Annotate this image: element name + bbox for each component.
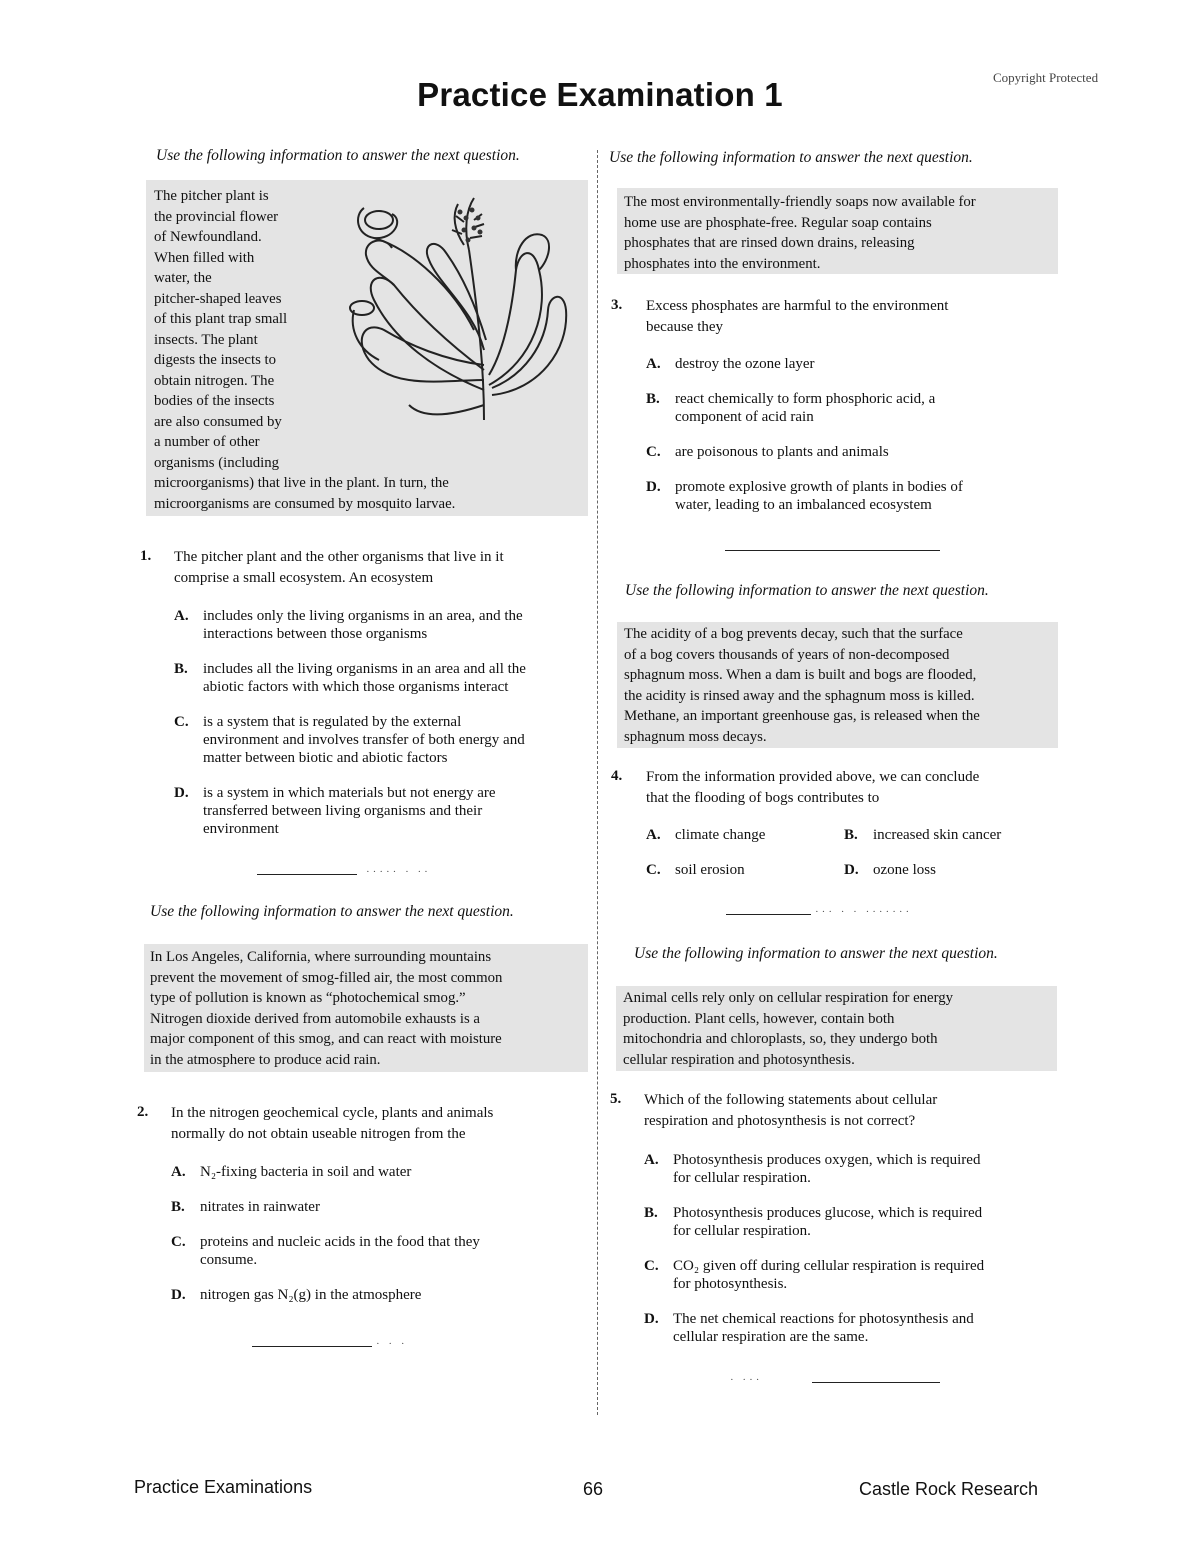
- option-letter: D.: [174, 785, 189, 801]
- copyright-notice: Copyright Protected: [993, 70, 1099, 85]
- separator-line: [725, 550, 940, 551]
- text-line: for photosynthesis.: [673, 1276, 788, 1292]
- option-text: [200, 1233, 480, 1269]
- option-letter: C.: [644, 1258, 659, 1274]
- separator-dots: · · ·: [376, 1338, 408, 1350]
- text-line: includes all the living organisms in an area and all the: [203, 661, 526, 677]
- info-box-text: [623, 988, 1057, 1070]
- option-letter: D.: [646, 479, 661, 495]
- intro-text: Use the following information to answer the next question.: [634, 945, 998, 962]
- text-line: consume.: [200, 1252, 258, 1268]
- text-line: because they: [646, 319, 724, 335]
- separator-line: [812, 1382, 940, 1383]
- option-text: [873, 826, 1001, 844]
- question-number: 5.: [610, 1091, 622, 1107]
- question-number: 4.: [611, 768, 623, 784]
- option-letter: D.: [844, 862, 859, 878]
- text-line: production. Plant cells, however, contain both: [623, 1010, 895, 1027]
- option-letter: B.: [171, 1199, 185, 1215]
- option-text: [203, 607, 523, 643]
- intro-text: Use the following information to answer the next question.: [625, 582, 989, 599]
- text-line: mitochondria and chloroplasts, so, they undergo both: [623, 1031, 938, 1047]
- question-4: [611, 767, 1061, 887]
- text-line: abiotic factors with which those organisms interact: [203, 679, 509, 695]
- text-line: in the atmosphere to produce acid rain.: [150, 1051, 381, 1068]
- footer-section-title: Practice Examinations: [134, 1477, 313, 1497]
- text-line: for cellular respiration.: [673, 1170, 811, 1186]
- text-line: type of pollution is known as “photochemical smog.”: [150, 990, 466, 1006]
- text-line: is a system in which materials but not energy are: [203, 785, 496, 801]
- text-line: that the flooding of bogs contributes to: [646, 790, 880, 806]
- option-letter: C.: [646, 444, 661, 460]
- option-text: [200, 1286, 421, 1304]
- option-text: [675, 443, 889, 461]
- text-line: interactions between those organisms: [203, 626, 428, 642]
- column-divider: [597, 150, 598, 1415]
- option-text: [200, 1163, 411, 1181]
- text-line: insects. The plant: [154, 331, 258, 348]
- page-number: 66: [583, 1479, 604, 1499]
- option-letter: B.: [644, 1205, 658, 1221]
- text-line: are also consumed by: [154, 413, 282, 430]
- text-line: Photosynthesis produces oxygen, which is required: [673, 1152, 981, 1168]
- text-line: digests the insects to: [154, 352, 277, 368]
- intro-text: Use the following information to answer the next question.: [150, 903, 514, 920]
- question-5: [610, 1090, 1060, 1360]
- question-text: [644, 1090, 937, 1132]
- option-text: [673, 1310, 974, 1346]
- text-line: the provincial flower: [154, 208, 279, 225]
- text-line: The most environmentally-friendly soaps now available for: [624, 194, 976, 210]
- text-line: are poisonous to plants and animals: [675, 444, 889, 460]
- text-line: The acidity of a bog prevents decay, such that the surface: [624, 626, 963, 642]
- option-letter: B.: [646, 391, 660, 407]
- text-line: The pitcher plant is: [154, 188, 269, 204]
- pitcher-plant-illustration: [334, 190, 584, 435]
- text-line: the acidity is rinsed away and the sphagnum moss is killed.: [624, 687, 975, 704]
- option-letter: B.: [174, 661, 188, 677]
- intro-text: Use the following information to answer the next question.: [609, 149, 973, 166]
- question-text: [646, 767, 979, 809]
- separator-line: [252, 1346, 372, 1347]
- text-line: environment and involves transfer of both energy and: [203, 732, 525, 748]
- question-2: [137, 1103, 587, 1313]
- text-line: cellular respiration and photosynthesis.: [623, 1051, 855, 1068]
- separator-dots: · ···: [730, 1374, 763, 1386]
- text-line: environment: [203, 821, 279, 837]
- info-box-smog: [144, 944, 588, 1072]
- option-text: [203, 660, 526, 696]
- option-letter: C.: [171, 1234, 186, 1250]
- text-line: of Newfoundland.: [154, 229, 262, 245]
- text-line: matter between biotic and abiotic factors: [203, 750, 448, 766]
- text-line: Animal cells rely only on cellular respiration for energy: [623, 990, 954, 1006]
- text-line: From the information provided above, we can conclude: [646, 769, 980, 785]
- text-line: component of acid rain: [675, 409, 814, 425]
- option-text: [673, 1151, 980, 1187]
- page-title: Practice Examination 1: [417, 76, 783, 113]
- intro-text: Use the following information to answer the next question.: [156, 147, 520, 164]
- option-letter: A.: [646, 356, 661, 372]
- text-line: sphagnum moss decays.: [624, 728, 767, 745]
- info-box-text: [624, 624, 1058, 747]
- text-line: water, leading to an imbalanced ecosystem: [675, 497, 932, 513]
- text-line: is a system that is regulated by the external: [203, 714, 462, 730]
- text-line: includes only the living organisms in an area, and the: [203, 608, 523, 624]
- question-text: [174, 547, 504, 589]
- text-line: destroy the ozone layer: [675, 356, 815, 372]
- option-text: [203, 784, 496, 838]
- text-line: Nitrogen dioxide derived from automobile exhausts is a: [150, 1010, 480, 1027]
- text-line: N₂-fixing bacteria in soil and water: [200, 1164, 412, 1180]
- text-line: nitrogen gas N₂(g) in the atmosphere: [200, 1287, 422, 1303]
- option-text: [675, 478, 963, 514]
- text-line: Photosynthesis produces glucose, which is required: [673, 1205, 983, 1221]
- text-line: phosphates that are rinsed down drains, releasing: [624, 235, 915, 251]
- option-letter: B.: [844, 827, 858, 843]
- option-text: [203, 713, 525, 767]
- text-line: pitcher-shaped leaves: [154, 290, 282, 307]
- question-number: 3.: [611, 297, 623, 313]
- info-box-bog: [617, 622, 1058, 748]
- text-line: Excess phosphates are harmful to the environment: [646, 298, 949, 314]
- text-line: soil erosion: [675, 862, 745, 878]
- option-letter: D.: [171, 1287, 186, 1303]
- info-box-text: [624, 192, 1058, 274]
- info-box-cells: [616, 986, 1057, 1071]
- option-text: [675, 355, 815, 373]
- option-text: [200, 1198, 320, 1216]
- question-number: 1.: [140, 548, 152, 564]
- text-line: of this plant trap small: [154, 311, 288, 327]
- text-line: water, the: [154, 270, 212, 286]
- separator-dots: ··· · · ·······: [815, 906, 913, 918]
- option-text: [675, 826, 765, 844]
- text-line: promote explosive growth of plants in bodies of: [675, 479, 963, 495]
- footer-publisher: Castle Rock Research: [859, 1479, 1039, 1499]
- option-text: [675, 390, 935, 426]
- text-line: major component of this smog, and can react with moisture: [150, 1031, 502, 1047]
- option-letter: D.: [644, 1311, 659, 1327]
- text-line: The net chemical reactions for photosynthesis and: [673, 1311, 974, 1327]
- text-line: cellular respiration are the same.: [673, 1329, 869, 1345]
- info-box-phosphates: [617, 188, 1058, 274]
- text-line: Which of the following statements about cellular: [644, 1092, 938, 1108]
- text-line: sphagnum moss. When a dam is built and bogs are flooded,: [624, 667, 977, 683]
- text-line: organisms (including: [154, 454, 280, 471]
- text-line: In Los Angeles, California, where surrounding mountains: [150, 949, 492, 965]
- text-line: bodies of the insects: [154, 393, 275, 409]
- option-letter: C.: [174, 714, 189, 730]
- question-number: 2.: [137, 1104, 149, 1120]
- text-line: comprise a small ecosystem. An ecosystem: [174, 570, 434, 586]
- separator-line: [726, 914, 811, 915]
- text-line: Methane, an important greenhouse gas, is released when the: [624, 708, 980, 724]
- text-line: transferred between living organisms and their: [203, 803, 483, 819]
- option-letter: A.: [174, 608, 189, 624]
- text-line: nitrates in rainwater: [200, 1199, 320, 1215]
- text-line: climate change: [675, 827, 766, 843]
- option-letter: A.: [644, 1152, 659, 1168]
- text-line: for cellular respiration.: [673, 1223, 811, 1239]
- option-letter: A.: [171, 1164, 186, 1180]
- text-line: In the nitrogen geochemical cycle, plants and animals: [171, 1105, 494, 1121]
- text-line: of a bog covers thousands of years of non-decomposed: [624, 646, 950, 663]
- text-line: The pitcher plant and the other organisms that live in it: [174, 549, 504, 565]
- option-letter: C.: [646, 862, 661, 878]
- question-text: [646, 296, 948, 338]
- text-line: increased skin cancer: [873, 827, 1002, 843]
- info-box-text: [150, 947, 588, 1070]
- separator-line: [257, 874, 357, 875]
- text-line: home use are phosphate-free. Regular soap contains: [624, 214, 932, 231]
- option-text: [675, 861, 745, 879]
- option-text: [873, 861, 936, 879]
- text-line: ozone loss: [873, 862, 936, 878]
- text-line: phosphates into the environment.: [624, 255, 821, 272]
- question-3: [611, 296, 1061, 526]
- option-text: [673, 1257, 984, 1293]
- text-line: a number of other: [154, 434, 260, 450]
- separator-dots: ····· · ··: [366, 866, 431, 878]
- text-line: react chemically to form phosphoric acid, a: [675, 391, 936, 407]
- text-line: When filled with: [154, 249, 255, 266]
- text-line: microorganisms) that live in the plant. In turn, the: [154, 475, 449, 491]
- option-text: [673, 1204, 982, 1240]
- question-text: [171, 1103, 493, 1145]
- text-line: normally do not obtain useable nitrogen from the: [171, 1126, 466, 1142]
- text-line: CO₂ given off during cellular respiration is required: [673, 1258, 985, 1274]
- option-letter: A.: [646, 827, 661, 843]
- text-line: microorganisms are consumed by mosquito larvae.: [154, 495, 456, 512]
- text-line: respiration and photosynthesis is not correct?: [644, 1113, 916, 1129]
- text-line: proteins and nucleic acids in the food that they: [200, 1234, 480, 1250]
- text-line: prevent the movement of smog-filled air, the most common: [150, 969, 503, 986]
- question-1: [140, 547, 590, 847]
- text-line: obtain nitrogen. The: [154, 372, 275, 389]
